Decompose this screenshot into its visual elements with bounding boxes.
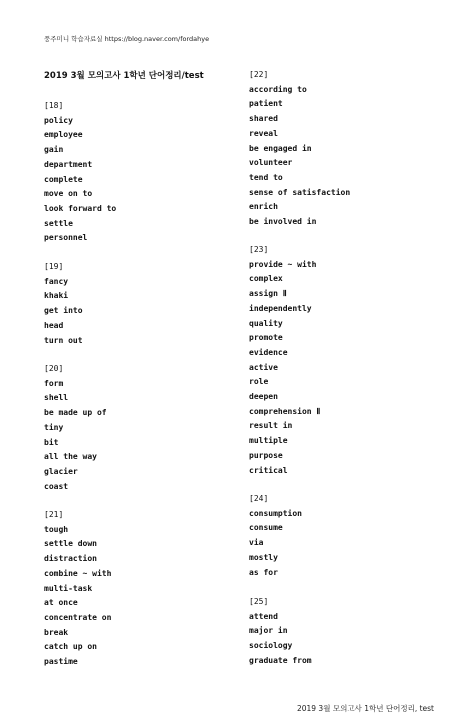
vocab-word: via <box>249 538 264 548</box>
vocab-word: tiny <box>44 422 64 432</box>
vocab-word: coast <box>44 481 69 491</box>
vocab-word: as for <box>249 567 278 577</box>
vocab-word: independently <box>249 303 312 313</box>
document-title: 2019 3월 모의고사 1학년 단어정리/test <box>44 71 204 81</box>
vocab-word: fancy <box>44 276 69 286</box>
vocab-word: provide ~ with <box>249 259 317 269</box>
vocab-word: consume <box>249 523 283 533</box>
vocab-word: look forward to <box>44 203 117 213</box>
vocab-word: settle <box>44 218 73 228</box>
vocab-word: critical <box>249 465 288 475</box>
vocab-word: volunteer <box>249 158 293 168</box>
vocab-word: tough <box>44 524 69 534</box>
vocab-word: active <box>249 362 278 372</box>
vocab-word: multiple <box>249 436 288 446</box>
vocab-word: multi-task <box>44 583 93 593</box>
section-heading: [23] <box>249 245 269 254</box>
vocab-word: combine ~ with <box>44 568 112 578</box>
vocab-word: assign Ⅱ <box>249 289 287 299</box>
section-heading: [19] <box>44 262 64 271</box>
vocab-word: pastime <box>44 657 78 666</box>
vocab-word: deepen <box>249 392 278 401</box>
vocab-word: patient <box>249 99 283 109</box>
vocab-word: reveal <box>249 128 278 138</box>
vocab-word: employee <box>44 130 83 140</box>
vocab-word: head <box>44 320 64 330</box>
vocab-word: policy <box>44 115 73 125</box>
vocab-word: enrich <box>249 202 278 212</box>
vocab-word: distraction <box>44 554 97 564</box>
vocab-word: glacier <box>44 466 78 476</box>
vocab-word: khaki <box>44 291 69 301</box>
vocab-word: quality <box>249 318 283 328</box>
vocab-word: complete <box>44 174 83 184</box>
vocab-word: be made up of <box>44 408 107 418</box>
vocab-word: major in <box>249 626 288 636</box>
vocab-word: shell <box>44 393 69 403</box>
vocab-word: role <box>249 377 269 387</box>
vocab-word: purpose <box>249 450 283 460</box>
vocab-word: all the way <box>44 452 97 462</box>
vocab-word: turn out <box>44 335 83 345</box>
vocab-word: graduate from <box>249 655 312 665</box>
vocab-word: department <box>44 159 93 169</box>
vocab-word: consumption <box>249 508 302 518</box>
vocab-word: personnel <box>44 233 88 243</box>
page-header: 풍주미니 학습자료실 https://blog.naver.com/fordahye <box>44 35 210 43</box>
section-heading: [24] <box>249 494 269 503</box>
vocab-word: promote <box>249 333 283 343</box>
vocab-word: settle down <box>44 539 97 549</box>
vocab-word: sociology <box>249 641 293 651</box>
vocab-word: catch up on <box>44 642 97 652</box>
vocab-word: break <box>44 627 69 637</box>
vocab-word: shared <box>249 114 278 124</box>
vocab-word: tend to <box>249 172 283 182</box>
section-heading: [21] <box>44 510 64 519</box>
vocab-word: complex <box>249 274 283 284</box>
vocab-word: according to <box>249 84 307 94</box>
page-footer: 2019 3월 모의고사 1학년 단어정리, test <box>296 704 434 713</box>
vocab-word: sense of satisfaction <box>249 187 351 197</box>
vocab-word: evidence <box>249 347 288 357</box>
vocab-word: gain <box>44 145 64 155</box>
vocab-word: result in <box>249 421 293 431</box>
vocab-word: concentrate on <box>44 612 112 622</box>
vocab-word: bit <box>44 437 59 447</box>
vocab-word: move on to <box>44 189 93 199</box>
section-heading: [25] <box>249 597 269 606</box>
vocab-word: at once <box>44 598 78 608</box>
vocab-word: be involved in <box>249 217 317 226</box>
section-heading: [20] <box>44 364 64 373</box>
vocab-word: comprehension Ⅱ <box>249 406 321 416</box>
vocab-word: mostly <box>249 552 278 562</box>
vocab-word: attend <box>249 611 278 621</box>
section-heading: [18] <box>44 101 64 110</box>
section-heading: [22] <box>249 70 269 79</box>
vocab-word: form <box>44 378 64 388</box>
vocab-word: be engaged in <box>249 143 312 153</box>
vocab-word: get into <box>44 306 83 316</box>
